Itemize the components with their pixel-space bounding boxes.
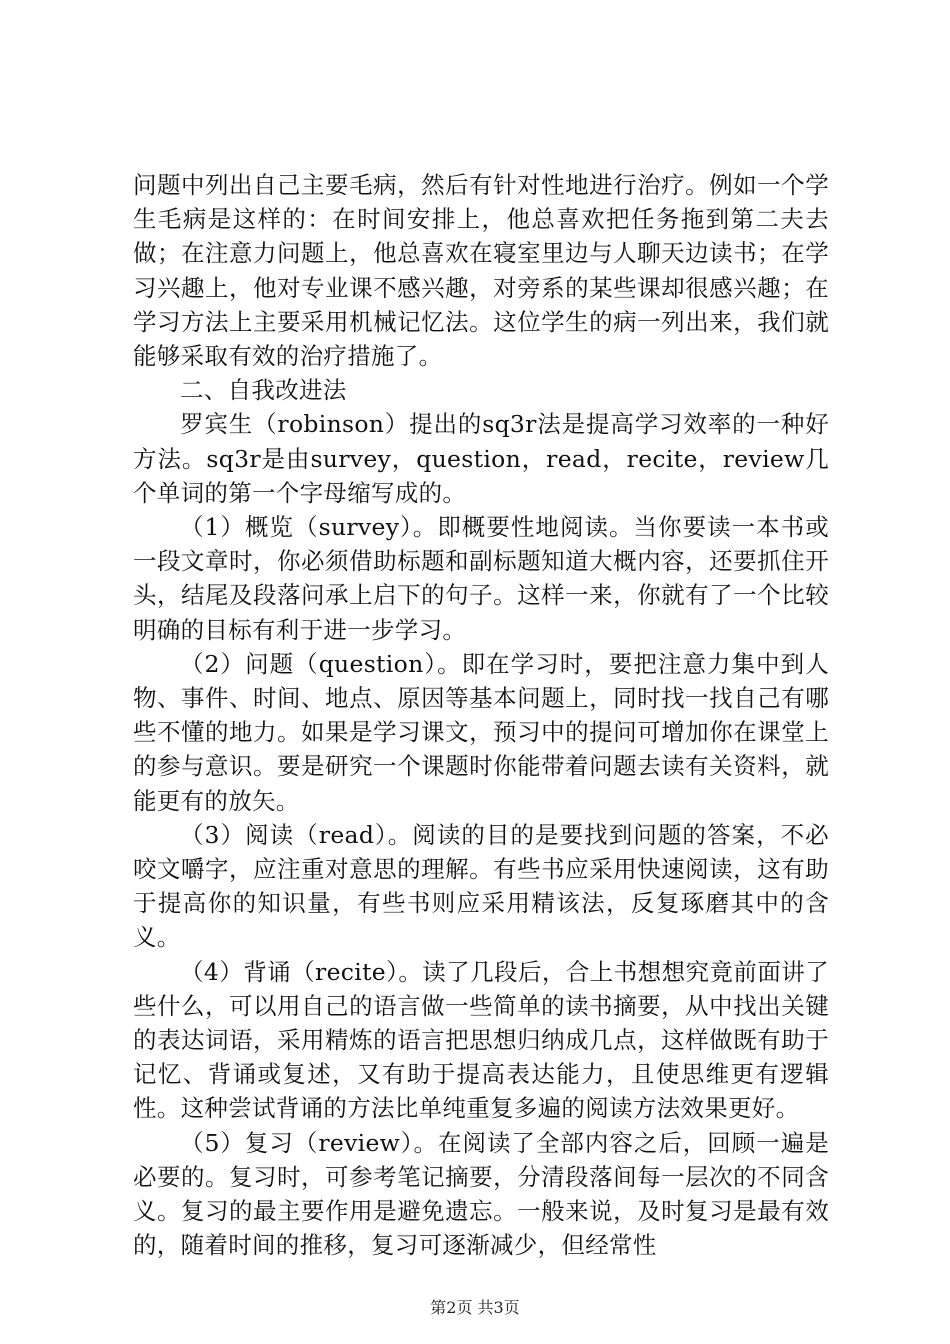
paragraph-survey: （1）概览（survey）。即概要性地阅读。当你要读一本书或一段文章时，你必须借助标题和副标题知道大概内容，还要抓住开头，结尾及段落问承上启下的句子。这样一来，你就有了一个比较明确的目标有利于进一步学习。 — [133, 513, 829, 644]
paragraph-question: （2）问题（question）。即在学习时，要把注意力集中到人物、事件、时间、地点、原因等基本问题上，同时找一找自己有哪些不懂的地力。如果是学习课文，预习中的提问可增加你在课堂上的参与意识。要是研究一个课题时你能带着问题去读有关资料，就能更有的放矢。 — [133, 649, 829, 815]
section-heading-self-improvement: 二、自我改进法 — [180, 376, 347, 405]
paragraph-recite: （4）背诵（recite）。读了几段后，合上书想想究竟前面讲了些什么，可以用自己的语言做一些简单的读书摘要，从中找出关键的表达词语，采用精炼的语言把思想归纳成几点，这样做既有助于记忆、背诵或复述，又有助于提高表达能力，且使思维更有逻辑性。这种尝试背诵的方法比单纯重复多遍的阅读方法效果更好。 — [133, 957, 829, 1123]
paragraph-read: （3）阅读（read）。阅读的目的是要找到问题的答案，不必咬文嚼字，应注重对意思的理解。有些书应采用快速阅读，这有助于提高你的知识量，有些书则应采用精该法，反复琢磨其中的含义。 — [133, 820, 829, 952]
paragraph-1: 问题中列出自己主要毛病，然后有针对性地进行治疗。例如一个学生毛病是这样的：在时间安排上，他总喜欢把任务拖到第二夫去做；在注意力问题上，他总喜欢在寝室里边与人聊天边读书；在学习兴趣上，他对专业课不感兴趣，对旁系的某些课却很感兴趣；在学习方法上主要采用机械记忆法。这位学生的病一列出来，我们就能够采取有效的治疗措施了。 — [133, 171, 829, 371]
paragraph-sq3r-intro: 罗宾生（robinson）提出的sq3r法是提高学习效率的一种好方法。sq3r是由survey，question，read，recite，review几个单词的第一个字母缩写成的。 — [133, 410, 829, 507]
paragraph-review: （5）复习（review）。在阅读了全部内容之后，回顾一遍是必要的。复习时，可参考笔记摘要，分清段落间每一层次的不同含义。复习的最主要作用是避免遗忘。一般来说，及时复习是最有效的，随着时间的推移，复习可逐渐减少，但经常性 — [133, 1128, 829, 1260]
page-number-label: 第2页 共3页 — [430, 1298, 520, 1317]
document-body — [133, 168, 829, 1263]
page-footer — [0, 1298, 950, 1318]
